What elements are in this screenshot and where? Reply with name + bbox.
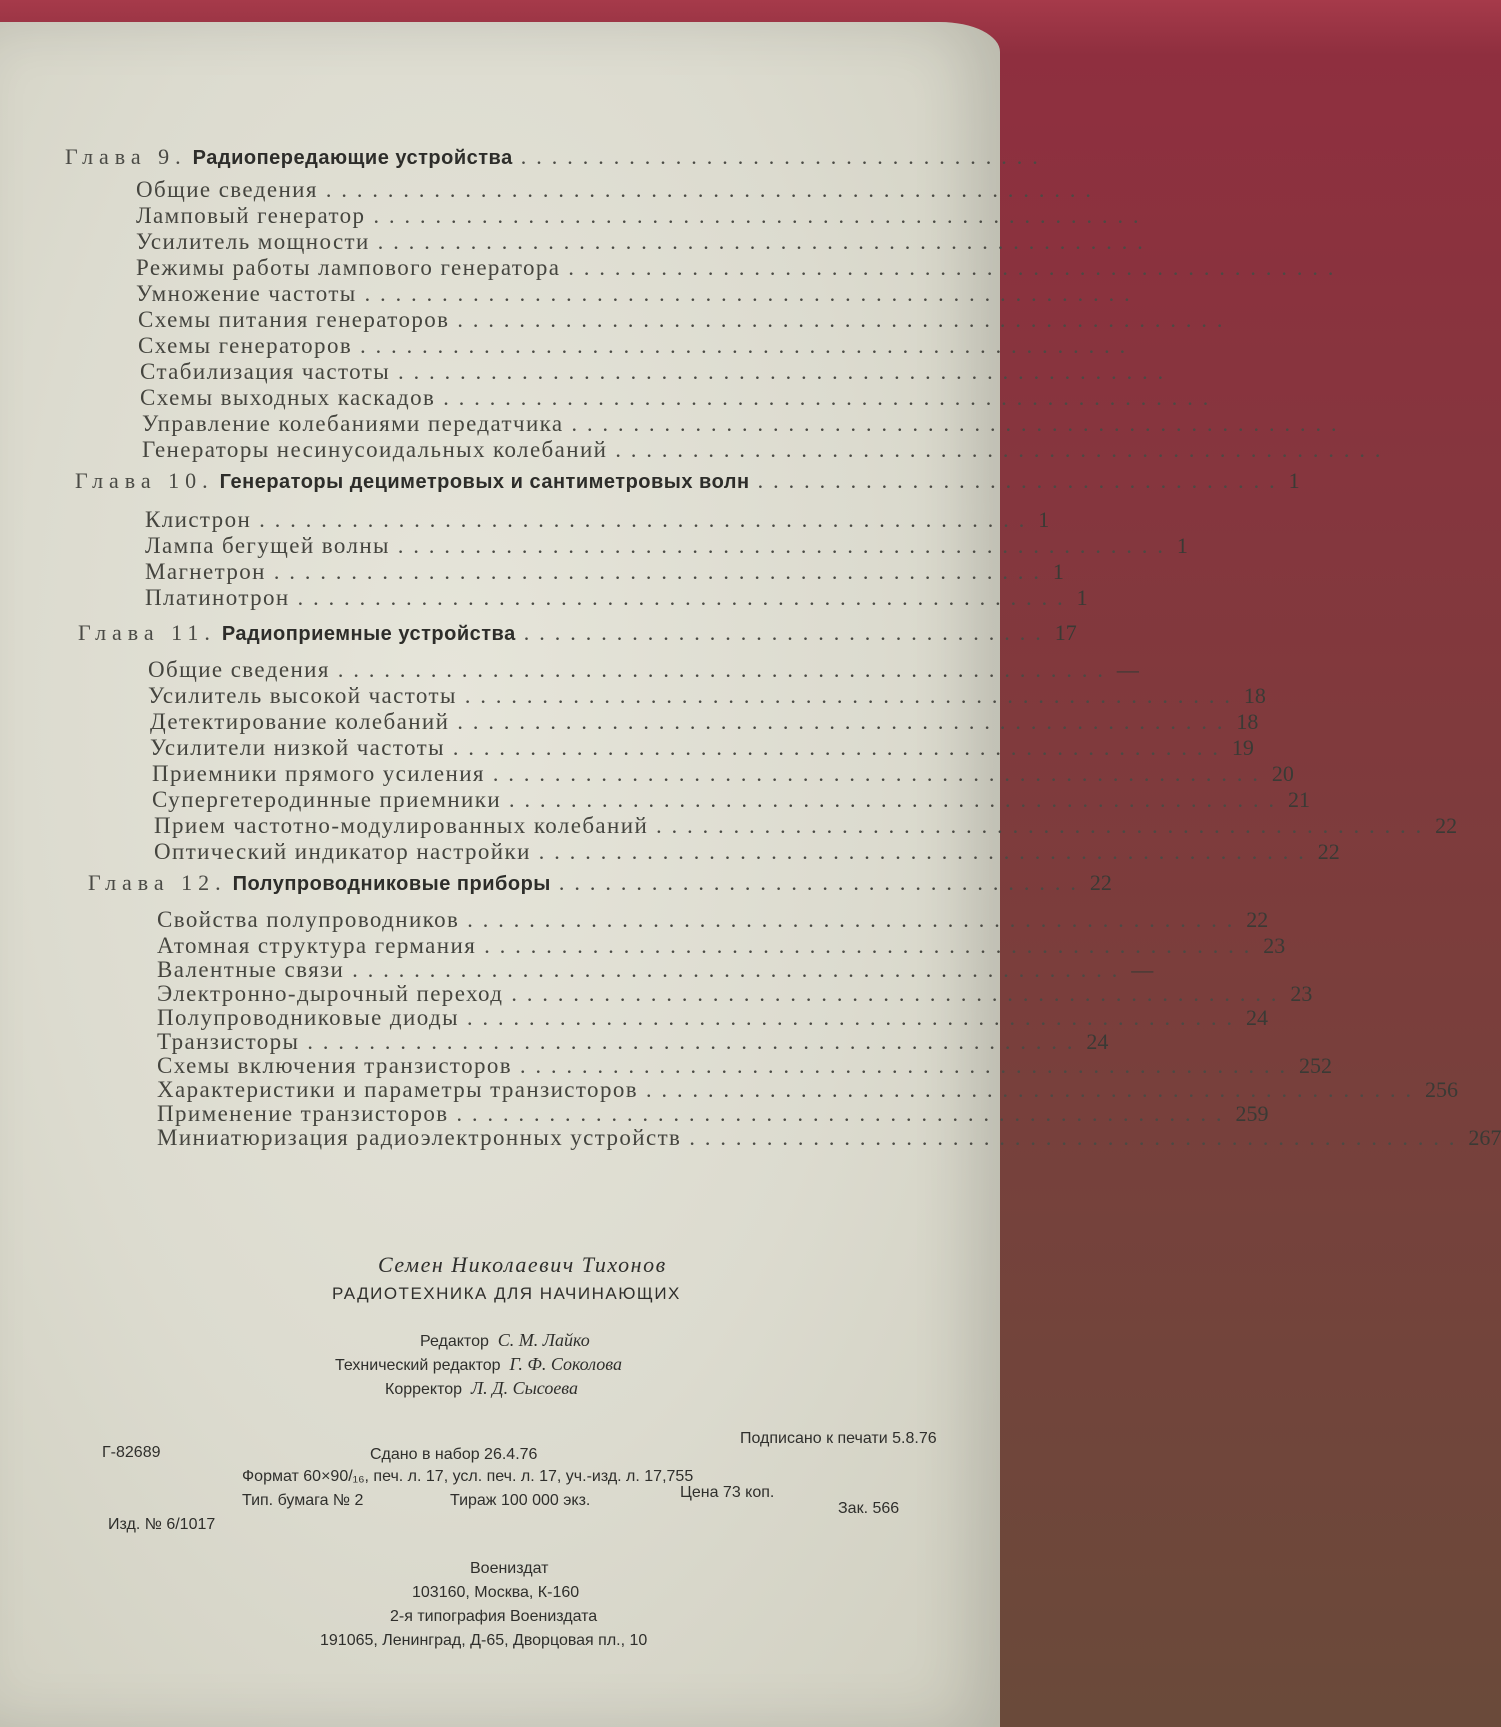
toc-section: Детектирование колебаний .................................................. 18	[150, 709, 1259, 734]
toc-section: Применение транзисторов .................................................. 259	[157, 1101, 1269, 1126]
dot-leader: ..................................	[558, 870, 1086, 895]
toc-section: Ламповый генератор ..................................................	[136, 203, 1149, 228]
toc-chapter-12	[88, 870, 1112, 898]
page-number: 1	[1288, 468, 1300, 493]
toc-chapter-9	[65, 144, 1048, 172]
toc-section: Супергетеродинные приемники .................................................. 21	[152, 787, 1311, 812]
toc-section: Свойства полупроводников .................................................. 22	[157, 907, 1269, 932]
toc-section: Платинотрон .................................................. 1	[145, 585, 1088, 610]
toc-section: Общие сведения .................................................. —	[148, 657, 1139, 682]
tech-editor-line: Технический редактор Г. Ф. Соколова	[335, 1354, 622, 1374]
toc-section: Лампа бегущей волны .................................................. 1	[145, 533, 1188, 558]
dot-leader: ..................................	[757, 468, 1285, 493]
book-page	[0, 22, 1501, 1727]
corrector-line: Корректор Л. Д. Сысоева	[385, 1378, 578, 1398]
toc-section: Усилитель высокой частоты .................................................. 18	[148, 683, 1266, 708]
author-name: Семен Николаевич Тихонов	[378, 1252, 667, 1277]
toc-section: Атомная структура германия .................................................. 23	[157, 933, 1286, 958]
code: Г-82689	[102, 1444, 161, 1461]
toc-section: Управление колебаниями передатчика ..................................................	[142, 411, 1347, 436]
editor-name: С. М. Лайко	[497, 1330, 590, 1350]
chapter-prefix: Глава 10.	[75, 468, 214, 493]
paper-type: Тип. бумага № 2	[242, 1492, 364, 1509]
toc-section: Схемы включения транзисторов .................................................. 252	[157, 1053, 1333, 1078]
toc-section: Схемы генераторов ..................................................	[138, 333, 1136, 358]
print-run: Тираж 100 000 экз.	[450, 1492, 591, 1509]
toc-section: Умножение частоты ..................................................	[136, 281, 1140, 306]
chapter-prefix: Глава 9.	[65, 144, 187, 169]
dot-leader: ..................................	[520, 144, 1048, 169]
toc-chapter-10	[75, 468, 1300, 496]
chapter-title: Полупроводниковые приборы	[232, 873, 551, 895]
printing-house: 2-я типография Воениздата	[390, 1608, 598, 1625]
publisher-address: 103160, Москва, К-160	[412, 1584, 580, 1601]
tech-editor-name: Г. Ф. Соколова	[509, 1354, 622, 1374]
chapter-prefix: Глава 11.	[78, 620, 216, 645]
editor-line: Редактор С. М. Лайко	[420, 1330, 590, 1350]
toc-section: Электронно-дырочный переход .................................................. 23	[157, 981, 1313, 1006]
toc-chapter-11	[78, 620, 1077, 648]
page-number: 17	[1054, 620, 1077, 645]
toc-section: Генераторы несинусоидальных колебаний ..................................................	[142, 437, 1391, 462]
toc-section: Стабилизация частоты ..................................................	[140, 359, 1174, 384]
chapter-title: Радиоприемные устройства	[221, 623, 516, 645]
toc-section: Полупроводниковые диоды .................................................. 24	[157, 1005, 1268, 1030]
printing-address: 191065, Ленинград, Д-65, Дворцовая пл., 10	[320, 1632, 648, 1649]
toc-section: Режимы работы лампового генератора ..................................................	[136, 255, 1344, 280]
toc-section: Клистрон .................................................. 1	[145, 507, 1050, 532]
order-number: Зак. 566	[838, 1500, 900, 1517]
toc-section: Оптический индикатор настройки .................................................. 22	[154, 839, 1340, 864]
toc-section: Прием частотно-модулированных колебаний .................................................. 22	[154, 813, 1458, 838]
publisher: Воениздат	[470, 1560, 549, 1577]
signed-to-print: Подписано к печати 5.8.76	[740, 1430, 937, 1447]
chapter-prefix: Глава 12.	[88, 870, 227, 895]
toc-section: Приемники прямого усиления .................................................. 20	[152, 761, 1294, 786]
toc-section: Миниатюризация радиоэлектронных устройств .................................................. 267	[157, 1125, 1501, 1150]
toc-section: Схемы выходных каскадов ..................................................	[140, 385, 1219, 410]
corrector-name: Л. Д. Сысоева	[470, 1378, 578, 1398]
sent-to-typeset: Сдано в набор 26.4.76	[370, 1446, 538, 1463]
toc-section: Магнетрон .................................................. 1	[145, 559, 1064, 584]
toc-section: Характеристики и параметры транзисторов .................................................. 256	[157, 1077, 1459, 1102]
chapter-title: Радиопередающие устройства	[192, 147, 513, 169]
price: Цена 73 коп.	[680, 1484, 775, 1501]
format-line: Формат 60×90/₁₆, печ. л. 17, усл. печ. л. 17, уч.-изд. л. 17,755	[242, 1468, 694, 1485]
toc-section: Схемы питания генераторов ..................................................	[138, 307, 1233, 332]
chapter-title: Генераторы дециметровых и сантиметровых волн	[219, 471, 750, 493]
toc-section: Усилители низкой частоты .................................................. 19	[150, 735, 1254, 760]
toc-section: Транзисторы .................................................. 24	[157, 1029, 1109, 1054]
page-number: 22	[1089, 870, 1112, 895]
publisher-number: Изд. № 6/1017	[108, 1516, 216, 1533]
toc-section: Общие сведения ..................................................	[136, 177, 1101, 202]
toc-section: Усилитель мощности ..................................................	[136, 229, 1153, 254]
toc-section: Валентные связи .................................................. —	[157, 957, 1154, 982]
book-title: РАДИОТЕХНИКА ДЛЯ НАЧИНАЮЩИХ	[332, 1284, 681, 1303]
dot-leader: ..................................	[523, 620, 1051, 645]
